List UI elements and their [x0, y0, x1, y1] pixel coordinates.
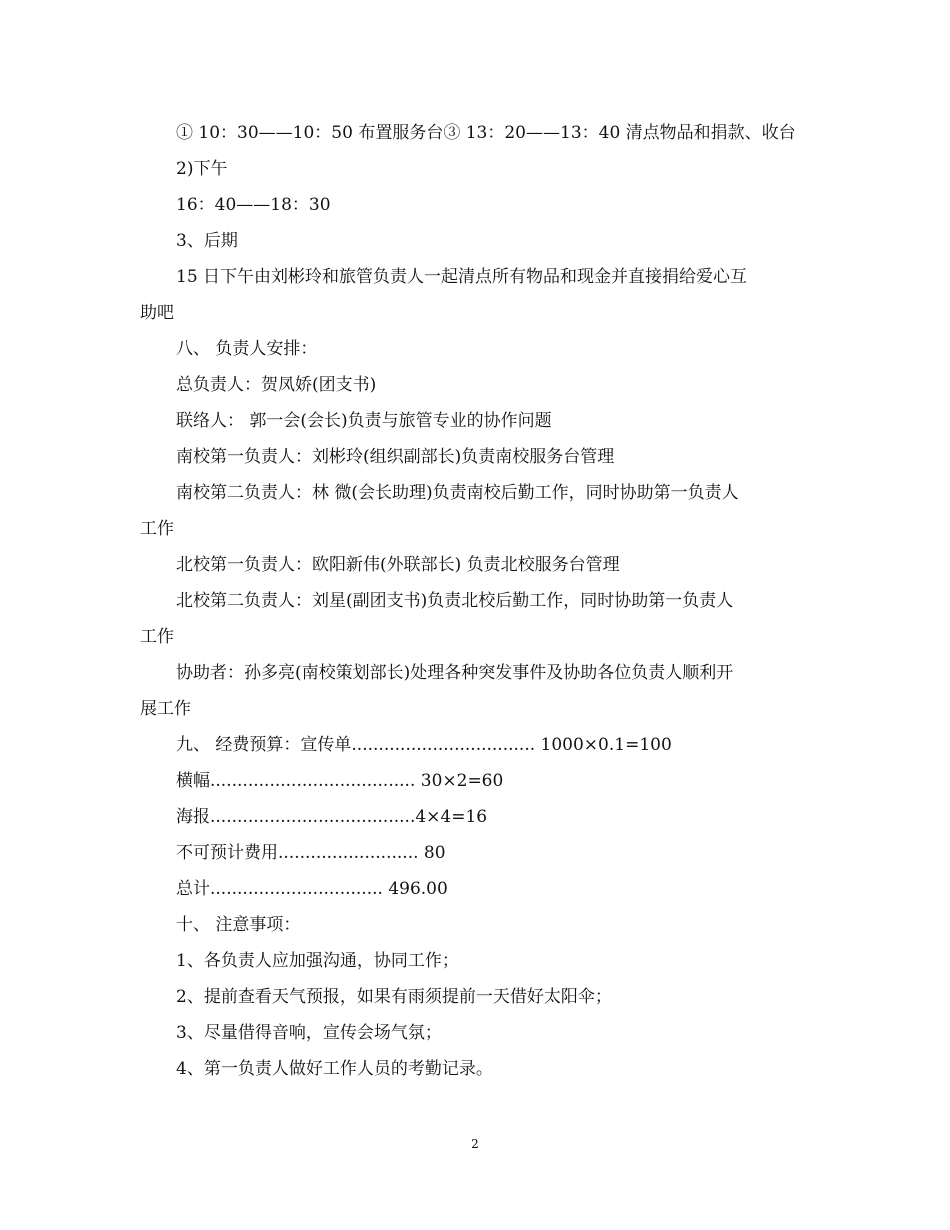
page-number: 2 — [471, 1137, 479, 1151]
note-item-1: 1、各负责人应加强沟通，协同工作； — [176, 951, 459, 971]
assistant-line-2: 展工作 — [140, 699, 191, 719]
note-item-4: 4、第一负责人做好工作人员的考勤记录。 — [176, 1059, 493, 1079]
south-campus-first-manager-line: 南校第一负责人：刘彬玲(组织副部长)负责南校服务台管理 — [176, 447, 615, 467]
budget-poster-line: 海报......................................4×4=16 — [176, 807, 488, 827]
north-campus-second-manager-line-2: 工作 — [140, 627, 174, 647]
schedule-line-afternoon-time: 16：40——18：30 — [176, 195, 331, 215]
note-item-3: 3、尽量借得音响，宣传会场气氛； — [176, 1023, 442, 1043]
north-campus-first-manager-line: 北校第一负责人：欧阳新伟(外联部长) 负责北校服务台管理 — [176, 555, 620, 575]
north-campus-second-manager-line-1: 北校第二负责人：刘星(副团支书)负责北校后勤工作，同时协助第一负责人 — [176, 591, 734, 611]
later-stage-paragraph-line-1: 15 日下午由刘彬玲和旅管负责人一起清点所有物品和现金并直接捐给爱心互 — [176, 267, 748, 287]
budget-banner-line: 横幅...................................... 30×2=60 — [176, 771, 504, 791]
liaison-line: 联络人： 郭一会(会长)负责与旅管专业的协作问题 — [176, 411, 552, 431]
section-eight-heading: 八、 负责人安排： — [176, 339, 318, 359]
schedule-line-morning-slots: ① 10：30——10：50 布置服务台③ 13：20——13：40 清点物品和捐款、收台 — [176, 123, 796, 143]
south-campus-second-manager-line-2: 工作 — [140, 519, 174, 539]
budget-total-line: 总计................................ 496.00 — [176, 879, 448, 899]
budget-flyer-line: 九、 经费预算：宣传单.................................. 1000×0.1=100 — [176, 735, 672, 755]
later-stage-paragraph-line-2: 助吧 — [140, 303, 174, 323]
south-campus-second-manager-line-1: 南校第二负责人：林 微(会长助理)负责南校后勤工作，同时协助第一负责人 — [176, 483, 739, 503]
assistant-line-1: 协助者：孙多亮(南校策划部长)处理各种突发事件及协助各位负责人顺利开 — [176, 663, 734, 683]
note-item-2: 2、提前查看天气预报，如果有雨须提前一天借好太阳伞； — [176, 987, 612, 1007]
section-later-stage-heading: 3、后期 — [176, 231, 238, 251]
schedule-line-afternoon-heading: 2)下午 — [176, 159, 228, 179]
section-ten-heading: 十、 注意事项： — [176, 915, 301, 935]
budget-unforeseen-line: 不可预计费用.......................... 80 — [176, 843, 446, 863]
chief-manager-line: 总负责人：贺凤娇(团支书) — [176, 375, 377, 395]
